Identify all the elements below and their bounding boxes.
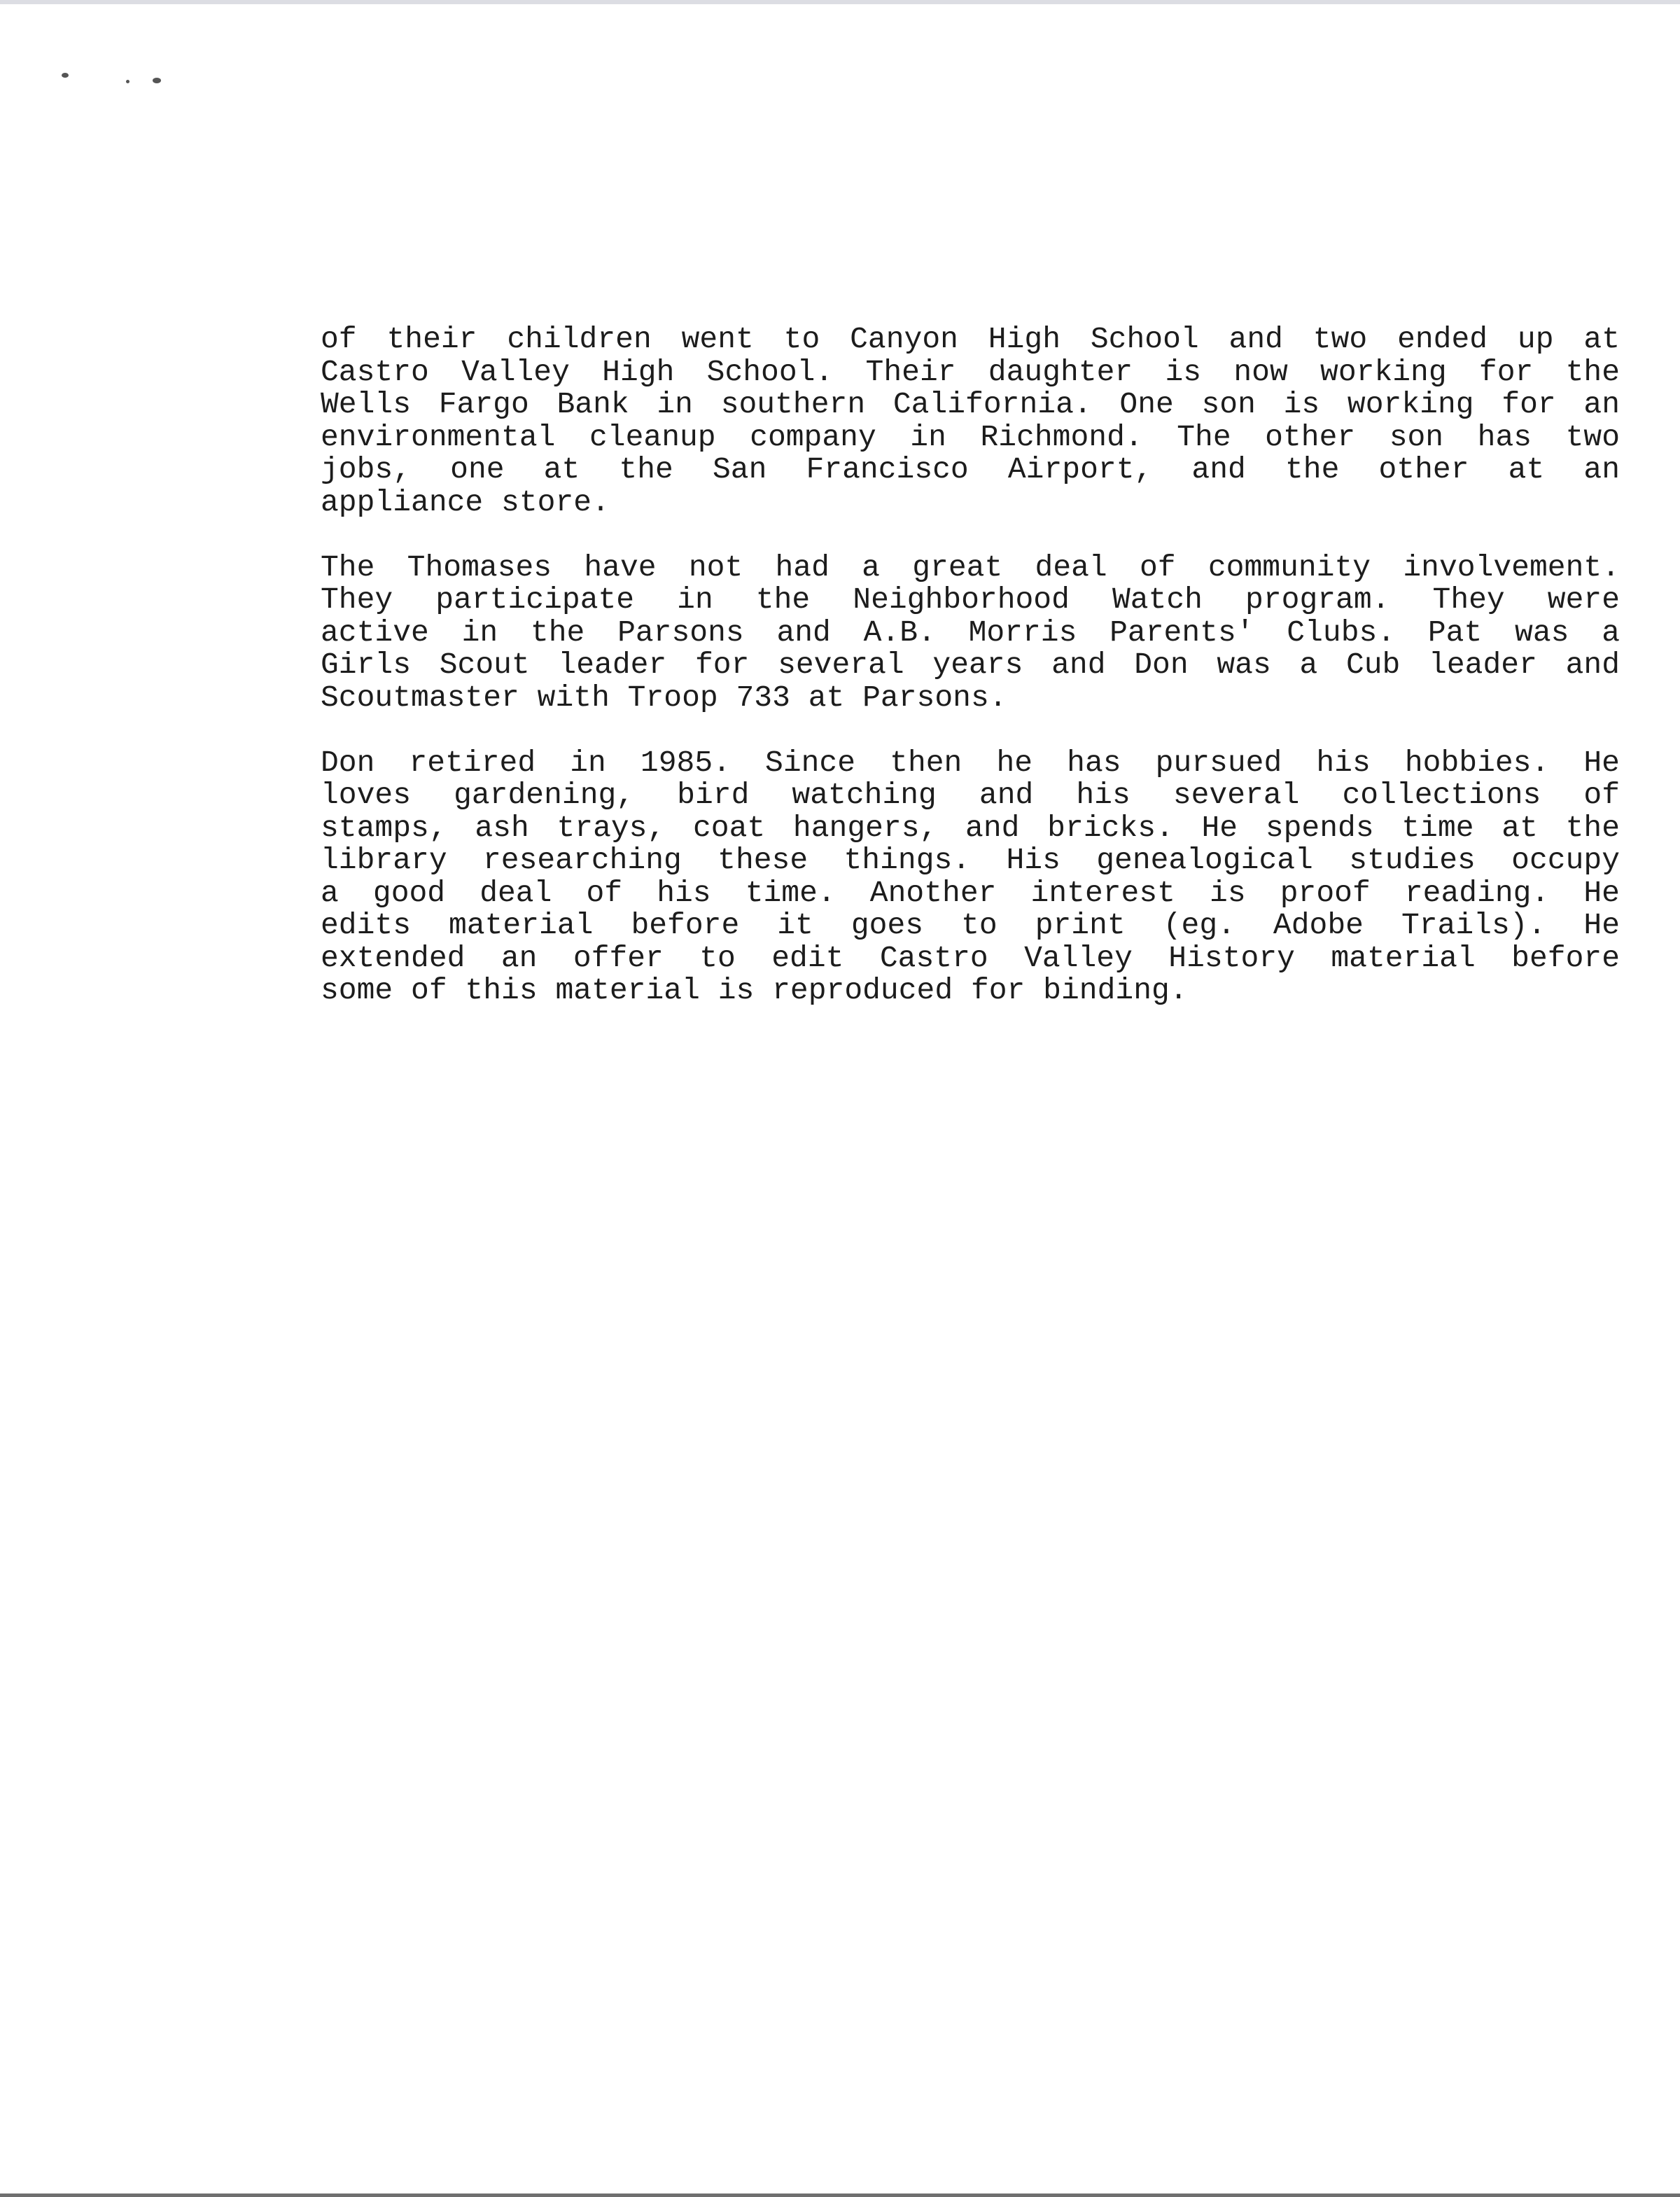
document-body [321,323,1620,1040]
text-line: edits material before it goes to print (eg. Adobe Trails). He [321,908,1620,942]
scan-top-edge [0,0,1680,4]
text-line: environmental cleanup company in Richmond. The other son has two [321,419,1620,454]
text-line: Wells Fargo Bank in southern California. One son is working for an [321,387,1620,421]
text-line: Girls Scout leader for several years and Don was a Cub leader and [321,648,1620,682]
text-line: They participate in the Neighborhood Watch program. They were [321,583,1620,617]
text-line: active in the Parsons and A.B. Morris Parents' Clubs. Pat was a [321,615,1620,650]
text-line: jobs, one at the San Francisco Airport, and the other at an [321,452,1620,487]
paragraph-retirement [321,747,1620,1007]
text-line: Castro Valley High School. Their daughter is now working for the [321,354,1620,389]
scan-bottom-edge [0,2193,1680,2197]
text-line: some of this material is reproduced for binding. [321,973,1188,1007]
scan-speck [126,80,130,83]
text-line: appliance store. [321,484,610,519]
text-line: The Thomases have not had a great deal of community involvement. [321,550,1620,585]
text-line: library researching these things. His genealogical studies occupy [321,843,1620,877]
text-line: Don retired in 1985. Since then he has pursued his hobbies. He [321,745,1620,780]
scan-speck [62,73,69,78]
text-line: loves gardening, bird watching and his several collections of [321,778,1620,812]
text-line: extended an offer to edit Castro Valley History material before [321,940,1620,975]
paragraph-community [321,552,1620,715]
text-line: Scoutmaster with Troop 733 at Parsons. [321,680,1007,715]
scan-speck [153,78,161,83]
text-line: stamps, ash trays, coat hangers, and bricks. He spends time at the [321,810,1620,845]
text-line: a good deal of his time. Another interest is proof reading. He [321,875,1620,910]
paragraph-children [321,323,1620,519]
text-line: of their children went to Canyon High School and two ended up at [321,322,1620,356]
